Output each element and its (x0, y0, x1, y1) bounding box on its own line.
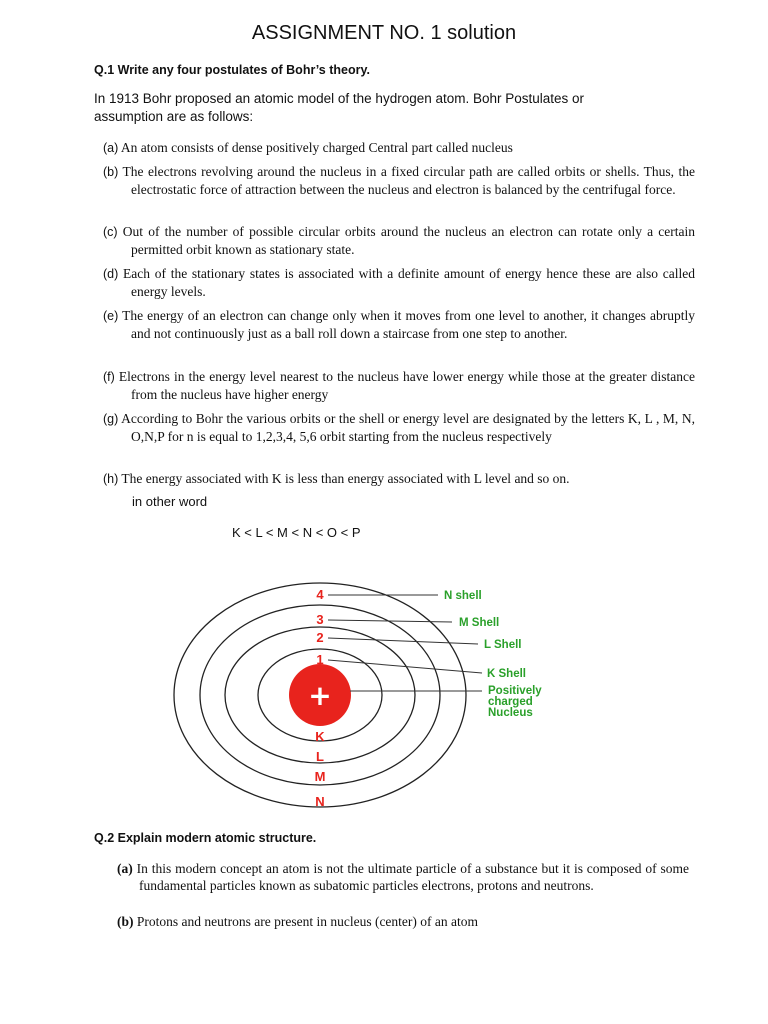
nucleus-plus-icon: + (308, 679, 332, 712)
page-title: ASSIGNMENT NO. 1 solution (251, 22, 517, 44)
postulate-label: (c) (103, 225, 118, 239)
orbit-number-4: 4 (316, 587, 324, 602)
orbit-letter-l: L (316, 749, 324, 764)
postulate-text: Electrons in the energy level nearest to the nucleus have lower energy while those at the greater distance from the nucleus have higher energy (118, 369, 695, 402)
orbit-number-1: 1 (316, 652, 324, 667)
postulate-label: (d) (103, 267, 119, 281)
question-2-heading: Q.2 Explain modern atomic structure. (94, 831, 317, 845)
postulate-c (103, 223, 695, 259)
postulate-label: (b) (103, 165, 119, 179)
orbit-letter-n: N (315, 794, 325, 809)
postulate-e (103, 307, 695, 343)
label-nucleus-line-1: Positively (488, 685, 542, 697)
orbit-letter-k: K (315, 729, 325, 744)
postulate-label: (f) (103, 370, 115, 384)
postulate-a (103, 139, 695, 157)
question-1-heading: Q.1 Write any four postulates of Bohr’s theory. (94, 63, 370, 77)
label-n-shell: N shell (444, 590, 482, 602)
q2-point-b (117, 913, 689, 930)
q2-point-a (117, 860, 689, 894)
postulate-h (103, 470, 695, 488)
point-text: Protons and neutrons are present in nucleus (center) of an atom (136, 914, 479, 929)
postulate-f (103, 368, 695, 404)
postulate-text: According to Bohr the various orbits or the shell or energy level are designated by the letters K, L , M, N, O,N,P for n is equal to 1,2,3,4, 5,6 orbit starting from the nucleus respectively (121, 411, 695, 444)
orbit-number-3: 3 (316, 612, 324, 627)
label-nucleus-line-2: charged (488, 696, 533, 708)
energy-order: K < L < M < N < O < P (232, 525, 361, 540)
label-l-shell: L Shell (484, 639, 522, 651)
postulate-d (103, 265, 695, 301)
postulate-label: (e) (103, 309, 119, 323)
postulate-label: (h) (103, 472, 119, 486)
postulate-text: The electrons revolving around the nucleus in a fixed circular path are called orbits or shells. Thus, the electrostatic force of attraction between the nucleus and electron is balanced by the centrifugal force. (122, 164, 695, 197)
postulate-text: The energy associated with K is less than energy associated with L level and so on. (121, 471, 570, 486)
postulate-g (103, 410, 695, 446)
postulate-label: (g) (103, 412, 119, 426)
in-other-word: in other word (132, 494, 208, 509)
intro-paragraph: In 1913 Bohr proposed an atomic model of the hydrogen atom. Bohr Postulates or assumption are as follows: (94, 91, 585, 124)
point-label: (a) (117, 861, 133, 876)
postulate-label: (a) (103, 141, 119, 155)
leader-l-shell (328, 638, 478, 644)
postulate-b (103, 163, 695, 199)
postulate-text: Out of the number of possible circular orbits around the nucleus an electron can rotate only a certain permitted orbit known as stationary state. (122, 224, 696, 257)
bohr-atom-diagram (160, 575, 580, 815)
label-m-shell: M Shell (459, 617, 500, 629)
orbit-number-2: 2 (316, 630, 324, 645)
point-text: In this modern concept an atom is not the ultimate particle of a substance but it is composed of some fundamental particles known as subatomic particles electrons, protons and neutrons. (136, 861, 689, 893)
label-k-shell: K Shell (487, 668, 526, 680)
orbit-letter-m: M (314, 769, 326, 784)
postulate-text: An atom consists of dense positively charged Central part called nucleus (120, 140, 513, 155)
label-nucleus-line-3: Nucleus (488, 707, 533, 719)
point-label: (b) (117, 914, 134, 929)
postulate-text: Each of the stationary states is associated with a definite amount of energy hence these are also called energy levels. (123, 266, 695, 299)
postulate-text: The energy of an electron can change only when it moves from one level to another, it changes abruptly and not continuously just as a ball roll down a staircase from one step to another. (122, 308, 695, 341)
